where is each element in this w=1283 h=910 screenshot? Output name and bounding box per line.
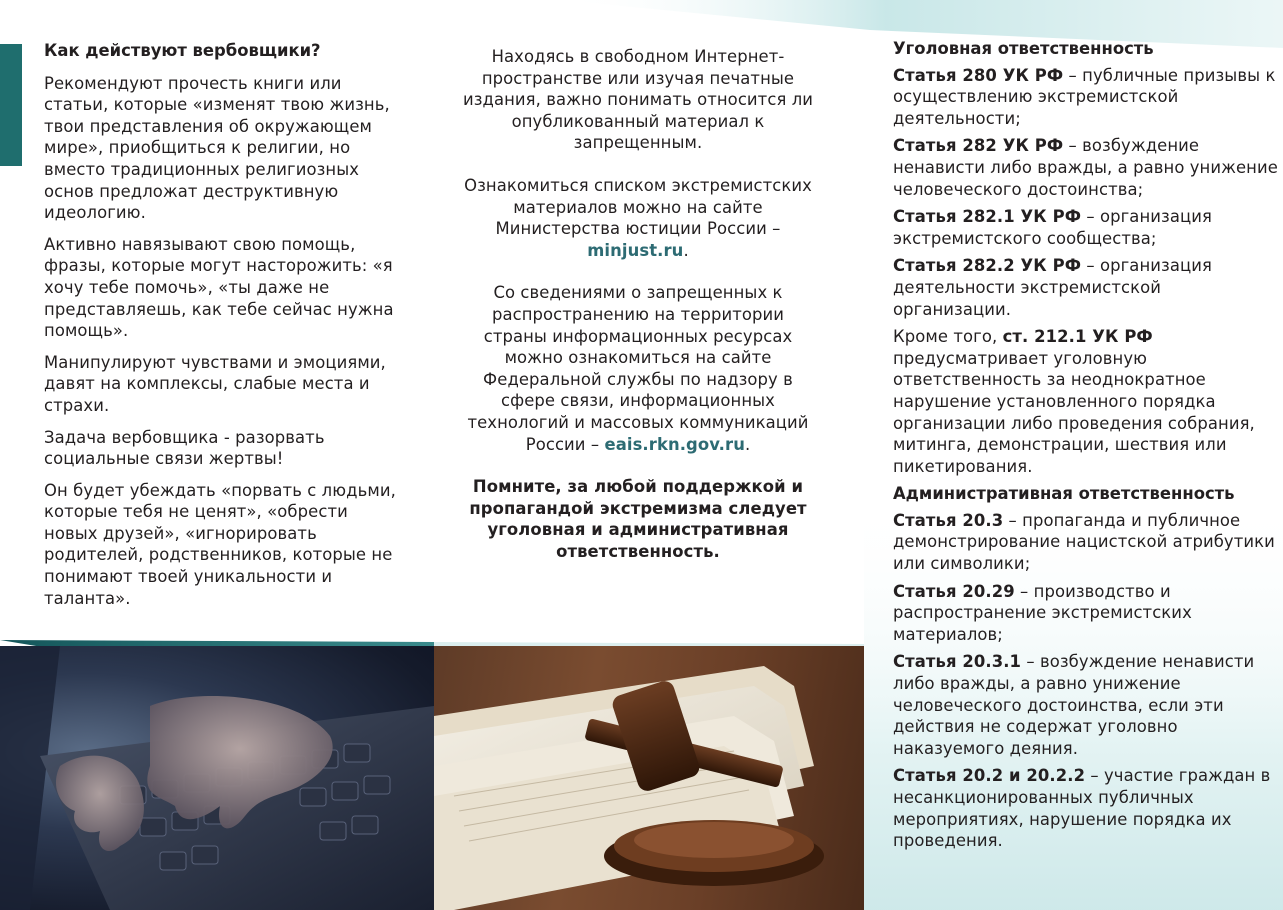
minjust-text: Ознакомиться списком экстремистских материалов можно на сайте Министерства юстиции России –	[464, 175, 812, 239]
article-title: Статья 280 УК РФ	[893, 65, 1064, 85]
rkn-text: Со сведениями о запрещенных к распространению на территории страны информационных ресурсах можно ознакомиться на сайте Федеральной службы по надзору в сфере связи, информационных технологий и массовых коммуникаций России –	[467, 283, 809, 454]
article-title: Статья 20.3	[893, 510, 1004, 530]
article-item	[893, 206, 1278, 249]
judge-gavel-photo	[434, 646, 864, 910]
recruiters-column	[44, 40, 404, 619]
rkn-end: .	[744, 434, 751, 454]
warning-statement: Помните, за любой поддержкой и пропагандой экстремизма следует уголовная и административная ответственность.	[469, 477, 807, 561]
recruiters-paragraph: Он будет убеждать «порвать с людьми, которые тебя не ценят», «обрести новых друзей», «игнорировать родителей, родственников, которые не понимают твоей уникальности и таланта».	[44, 480, 396, 608]
article-item	[893, 581, 1278, 646]
article-text: – пропаганда и публичное демонстрирование нацистской атрибутики или символики;	[893, 510, 1275, 574]
article-item	[893, 765, 1278, 851]
article-title: Статья 282.2 УК РФ	[893, 256, 1082, 276]
recruiters-heading: Как действуют вербовщики?	[44, 41, 321, 60]
rkn-link[interactable]: eais.rkn.gov.ru	[604, 434, 745, 454]
liability-column	[893, 38, 1278, 858]
article-title: ст. 212.1 УК РФ	[1002, 327, 1153, 347]
article-title: Статья 282 УК РФ	[893, 136, 1064, 156]
article-item	[893, 510, 1278, 575]
article-title: Статья 20.29	[893, 581, 1015, 601]
article-title: Статья 20.3.1	[893, 652, 1022, 672]
info-column	[462, 46, 814, 583]
recruiters-paragraph: Рекомендуют прочесть книги или статьи, которые «изменят твою жизнь, твои представления об окружающем мире», приобщиться к религии, но вместо традиционных религиозных основ предложат деструктивную идеологию.	[44, 73, 390, 223]
article-title: Статья 20.2 и 20.2.2	[893, 766, 1086, 786]
recruiters-paragraph: Активно навязывают свою помощь, фразы, которые могут насторожить: «я хочу тебе помочь», «ты даже не представляешь, как тебе сейчас нужна помощь».	[44, 234, 394, 341]
article-text: – производство и распространение экстремистских материалов;	[893, 581, 1192, 644]
article-text: – возбуждение ненависти либо вражды, а равно унижение человеческого достоинства;	[893, 136, 1278, 199]
minjust-link[interactable]: minjust.ru	[587, 240, 684, 260]
besides-paragraph	[893, 326, 1278, 477]
info-paragraph-internet: Находясь в свободном Интернет-пространстве или изучая печатные издания, важно понимать относится ли опубликованный материал к запрещенным.	[462, 47, 814, 153]
besides-text: предусматривает уголовную ответственность за неоднократное нарушение установленного порядка организации либо проведения собрания, митинга, демонстрации, шествия или пикетирования.	[893, 348, 1255, 476]
besides-prefix: Кроме того,	[893, 327, 1003, 347]
gavel-illustration	[434, 646, 864, 910]
recruiters-paragraph: Задача вербовщика - разорвать социальные связи жертвы!	[44, 427, 325, 469]
article-item	[893, 651, 1278, 759]
administrative-liability-heading: Административная ответственность	[893, 484, 1235, 504]
article-item	[893, 255, 1278, 320]
article-text: – участие граждан в несанкционированных публичных мероприятиях, нарушение порядка их проведения.	[893, 766, 1271, 851]
article-text: – публичные призывы к осуществлению экстремистской деятельности;	[893, 65, 1276, 128]
article-item	[893, 135, 1278, 200]
minjust-end: .	[683, 240, 689, 260]
laptop-typing-photo	[0, 646, 434, 910]
recruiters-paragraph: Манипулируют чувствами и эмоциями, давят на комплексы, слабые места и страхи.	[44, 352, 386, 415]
article-title: Статья 282.1 УК РФ	[893, 207, 1082, 227]
criminal-liability-heading: Уголовная ответственность	[893, 39, 1154, 58]
article-text: – организация деятельности экстремистской организации.	[893, 256, 1212, 319]
info-paragraph-rkn	[462, 282, 814, 455]
article-text: – возбуждение ненависти либо вражды, а равно унижение человеческого достоинства, если эти действия не содержат уголовно наказуемого деяния.	[893, 652, 1255, 758]
article-item	[893, 65, 1278, 130]
laptop-illustration	[0, 646, 434, 910]
info-paragraph-minjust	[462, 175, 814, 261]
article-text: – организация экстремистского сообщества;	[893, 207, 1212, 248]
